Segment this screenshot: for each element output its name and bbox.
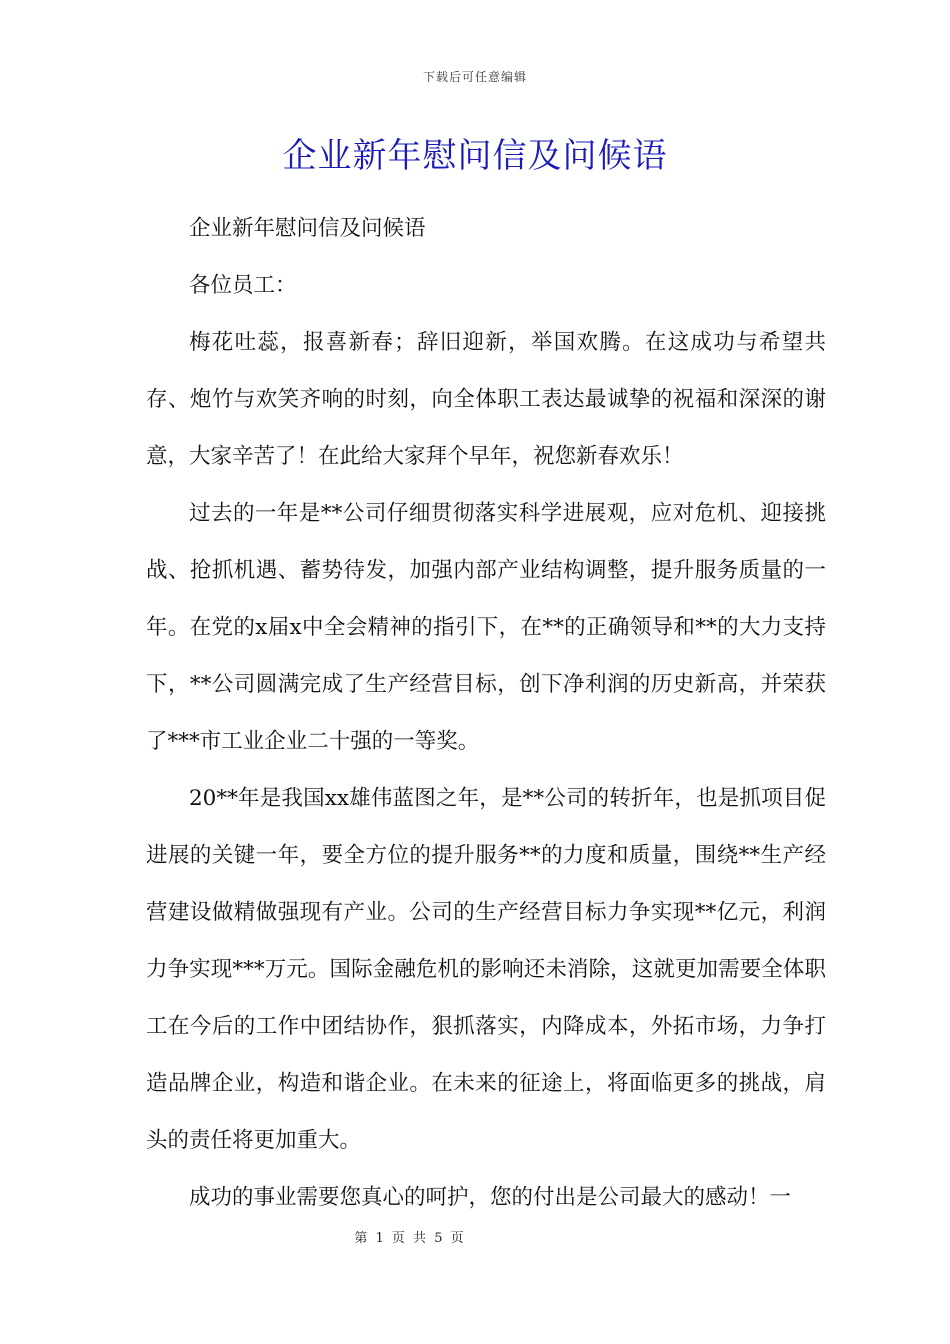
- paragraph-new-year-goals: 20**年是我国xx雄伟蓝图之年，是**公司的转折年，也是抓项目促进展的关键一年，要全方位的提升服务**的力度和质量，围绕**生产经营建设做精做强现有产业。公司的生产经营目标力争实现**亿元，利润力争实现***万元。国际金融危机的影响还未消除，这就更加需要全体职工在今后的工作中团结协作，狠抓落实，内降成本，外拓市场，力争打造品牌企业，构造和谐企业。在未来的征途上，将面临更多的挑战，肩头的责任将更加重大。: [146, 786, 826, 1153]
- page-number: 第 1 页 共 5 页: [354, 1231, 466, 1246]
- paragraph-past-year: 过去的一年是**公司仔细贯彻落实科学进展观，应对危机、迎接挑战、抢抓机遇、蓄势待发，加强内部产业结构调整，提升服务质量的一年。在党的x届x中全会精神的指引下，在**的正确领导和**的大力支持下，**公司圆满完成了生产经营目标，创下净利润的历史新高，并荣获了***市工业企业二十强的一等奖。: [146, 501, 826, 754]
- paragraph-salutation: 各位员工：: [189, 273, 297, 298]
- paragraph-closing: 成功的事业需要您真心的呵护，您的付出是公司最大的感动！一: [189, 1185, 792, 1210]
- header-note: 下载后可任意编辑: [422, 70, 527, 84]
- document-title: 企业新年慰问信及问候语: [282, 136, 668, 176]
- paragraph-subtitle: 企业新年慰问信及问候语: [189, 216, 426, 241]
- document-body: [146, 200, 826, 1226]
- paragraph-greeting: 梅花吐蕊，报喜新春；辞旧迎新，举国欢腾。在这成功与希望共存、炮竹与欢笑齐响的时刻，向全体职工表达最诚挚的祝福和深深的谢意，大家辛苦了！在此给大家拜个早年，祝您新春欢乐！: [146, 330, 826, 469]
